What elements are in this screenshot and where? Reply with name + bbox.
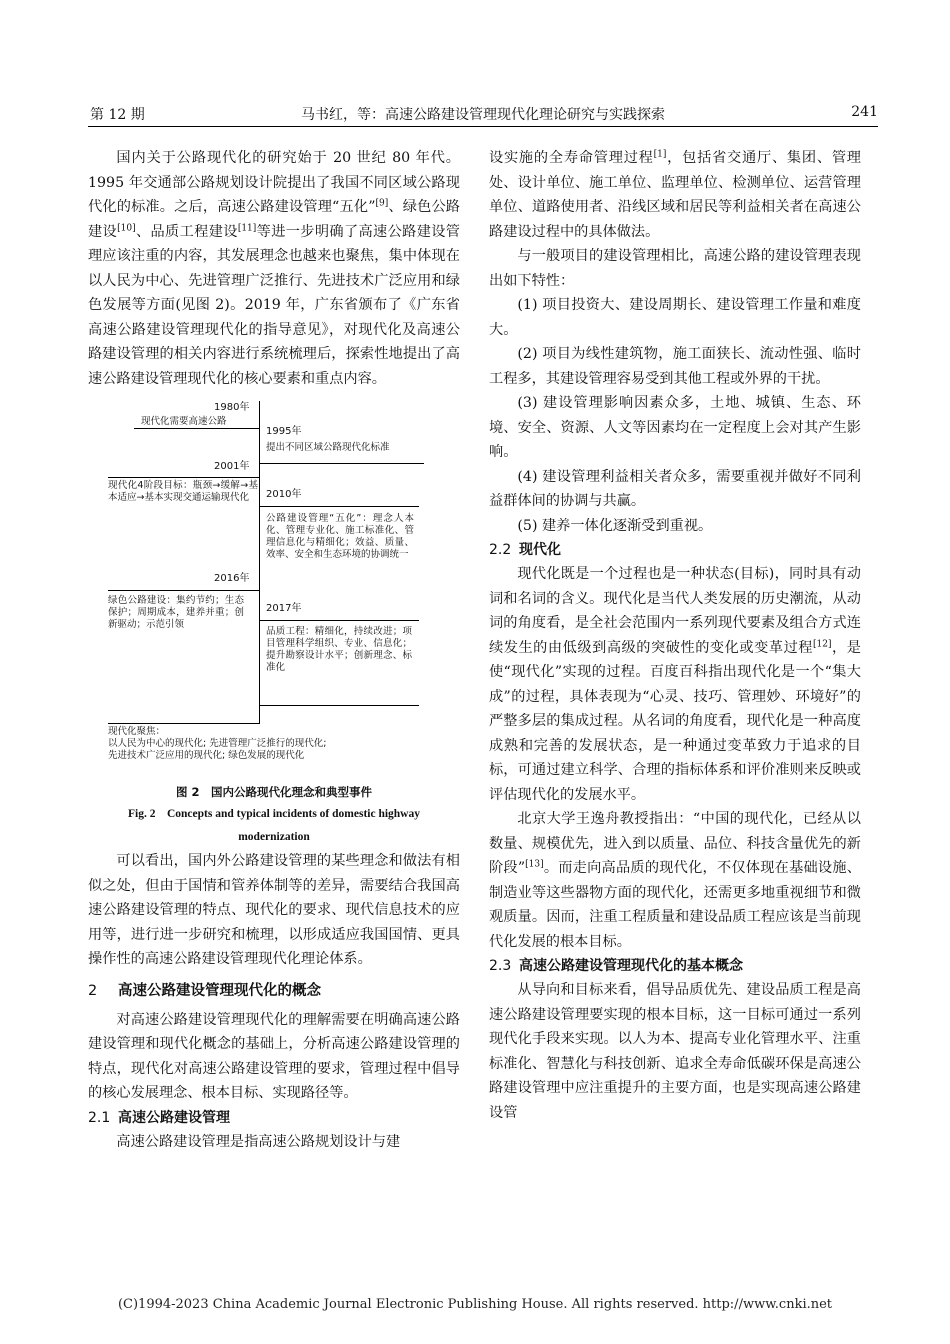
timeline-tick (259, 463, 424, 464)
event-year: 2017年 (266, 603, 302, 614)
citation[interactable]: [11] (237, 222, 257, 233)
event-text: 绿色公路建设：集约节约；生态保护；周期成本，建养并重；创新驱动；示范引领 (108, 595, 244, 630)
figure-caption-en: Fig. 2 Concepts and typical incidents of domestic highway modernization (128, 808, 420, 843)
paragraph-features-intro: 与一般项目的建设管理相比，高速公路的建设管理表现出如下特性： (489, 248, 861, 289)
figure-2-timeline (88, 401, 460, 781)
issue-number: 第 12 期 (90, 107, 145, 123)
timeline-tick (259, 705, 419, 706)
event-year: 2010年 (266, 489, 302, 500)
event-year: 1995年 (266, 426, 302, 437)
list-item: (3) 建设管理影响因素众多，土地、城镇、生态、环境、安全、资源、人文等因素均在一定程度上会对其产生影响。 (489, 395, 861, 460)
timeline-axis (259, 401, 260, 723)
list-item: (1) 项目投资大、建设周期长、建设管理工作量和难度大。 (489, 297, 861, 338)
focus-title: 现代化聚焦： (108, 726, 166, 737)
focus-line: 先进技术广泛应用的现代化; 绿色发展的现代化 (108, 750, 305, 761)
timeline-tick (259, 620, 419, 621)
section-2-2-heading: 2.2 现代化 (489, 542, 561, 558)
copyright-footer: (C)1994-2023 China Academic Journal Electronic Publishing House. All rights reserved. http://www.cnki.net (117, 1297, 833, 1312)
figure-caption-cn: 图 2 国内公路现代化理念和典型事件 (175, 785, 372, 799)
paragraph-2-1-continued: 设实施的全寿命管理过程[1]，包括省交通厅、集团、管理处、设计单位、施工单位、监理单位、检测单位、运营管理单位、道路使用者、沿线区域和居民等利益相关者在高速公路建设过程中的具体做法。 (489, 149, 861, 240)
citation[interactable]: [9] (375, 198, 389, 209)
event-year: 2016年 (214, 573, 250, 584)
list-item: (5) 建养一体化逐渐受到重视。 (517, 517, 713, 534)
paragraph-2-3: 从导向和目标来看，倡导品质优先、建设品质工程是高速公路建设管理要实现的根本目标，这一目标可通过一系列现代化手段来实现。以人为本、提高专业化管理水平、注重标准化、智慧化与科技创新、追求全寿命低碳环保是高速公路建设管理中应注重提升的主要方面，也是实现高速公路建设管 (489, 982, 861, 1121)
event-text: 现代化需要高速公路 (141, 416, 227, 427)
timeline-tick (108, 590, 260, 591)
timeline-tick (134, 428, 260, 429)
citation[interactable]: [10] (117, 222, 136, 233)
paragraph-section2-intro: 对高速公路建设管理现代化的理解需要在明确高速公路建设管理和现代化概念的基础上，分析高速公路建设管理的特点，现代化对高速公路建设管理的要求，管理过程中倡导的核心发展理念、根本目标、实现路径等。 (88, 1011, 460, 1101)
citation[interactable]: [13] (525, 859, 544, 870)
section-2-1-heading: 2.1 高速公路建设管理 (88, 1109, 230, 1126)
focus-line: 以人民为中心的现代化; 先进管理广泛推行的现代化; (108, 738, 327, 749)
list-item: (2) 项目为线性建筑物，施工面狭长、流动性强、临时工程多，其建设管理容易受到其他工程或外界的干扰。 (489, 346, 861, 387)
timeline-tick (108, 477, 260, 478)
running-title: 马书红，等：高速公路建设管理现代化理论研究与实践探索 (301, 107, 665, 123)
event-year: 2001年 (214, 461, 250, 472)
event-year: 1980年 (214, 402, 250, 413)
list-item: (4) 建设管理利益相关者众多，需要重视并做好不同利益群体间的协调与共赢。 (489, 468, 861, 509)
timeline-tick (259, 506, 419, 507)
event-text: 公路建设管理“五化”：理念人本化、管理专业化、施工标准化、管理信息化与精细化；效益、质量、效率、安全和生态环境的协调统一 (266, 513, 414, 560)
right-column (489, 146, 861, 1125)
paragraph-modernization: 现代化既是一个过程也是一种状态(目标)，同时具有动词和名词的含义。现代化是当代人类发展的历史潮流，从动词的角度看，是全社会范围内一系列现代要素及组合方式连续发生的由低级到高级的突破性的变化或变革过程[12]，是使“现代化”实现的过程。百度百科指出现代化是一个“集大成”的过程，具体表现为“心灵、技巧、管理妙、环境好”的严整多层的集成过程。从名词的角度看，现代化是一种高度成熟和完善的发展状态，是一种通过变革致力于追求的目标，可通过建立科学、合理的指标体系和评价准则来反映或评估现代化的发展水平。 (489, 566, 861, 803)
citation[interactable]: [1] (653, 149, 667, 160)
page-number: 241 (851, 104, 878, 120)
event-text: 提出不同区域公路现代化标准 (266, 442, 390, 453)
running-header (88, 98, 878, 127)
paragraph-quote: 北京大学王逸舟教授指出：“中国的现代化，已经从以数量、规模优先，进入到以质量、品位、科技含量优先的新阶段”[13]。而走向高品质的现代化，不仅体现在基础设施、制造业等这些器物方面的现代化，还需更多地重视细节和微观质量。因而，注重工程质量和建设品质工程应该是当前现代化发展的根本目标。 (489, 811, 861, 950)
event-text: 现代化4阶段目标：瓶颈→缓解→基本适应→基本实现交通运输现代化 (108, 480, 258, 503)
section-2-heading: 2 高速公路建设管理现代化的概念 (88, 982, 321, 999)
citation[interactable]: [12] (813, 638, 832, 649)
paragraph-history: 国内关于公路现代化的研究始于 20 世纪 80 年代。1995 年交通部公路规划设计院提出了我国不同区域公路现代化的标准。之后，高速公路建设管理“五化”[9]、绿色公路建设[10]、品质工程建设[11]等进一步明确了高速公路建设管理应该注重的内容，其发展理念也越来也聚焦，集中体现在以人民为中心、先进管理广泛推行、先进技术广泛应用和绿色发展等方面(见图 2)。2019 年，广东省颁布了《广东省高速公路建设管理现代化的指导意见》，对现代化及高速公路建设管理的相关内容进行系统梳理后，探索性地提出了高速公路建设管理现代化的核心要素和重点内容。 (88, 150, 460, 387)
paragraph-2-1: 高速公路建设管理是指高速公路规划设计与建 (116, 1133, 401, 1150)
event-text: 品质工程：精细化，持续改进；项目管理科学组织、专业、信息化；提升勘察设计水平；创新理念、标准化 (266, 626, 412, 673)
left-column (88, 146, 460, 1154)
paragraph-conclusion: 可以看出，国内外公路建设管理的某些理念和做法有相似之处，但由于国情和管养体制等的差异，需要结合我国高速公路建设管理的特点、现代化的要求、现代信息技术的应用等，进行进一步研究和梳理，以形成适应我国国情、更具操作性的高速公路建设管理现代化理论体系。 (88, 853, 460, 967)
timeline-tick (108, 723, 260, 724)
section-2-3-heading: 2.3 高速公路建设管理现代化的基本概念 (489, 958, 743, 974)
